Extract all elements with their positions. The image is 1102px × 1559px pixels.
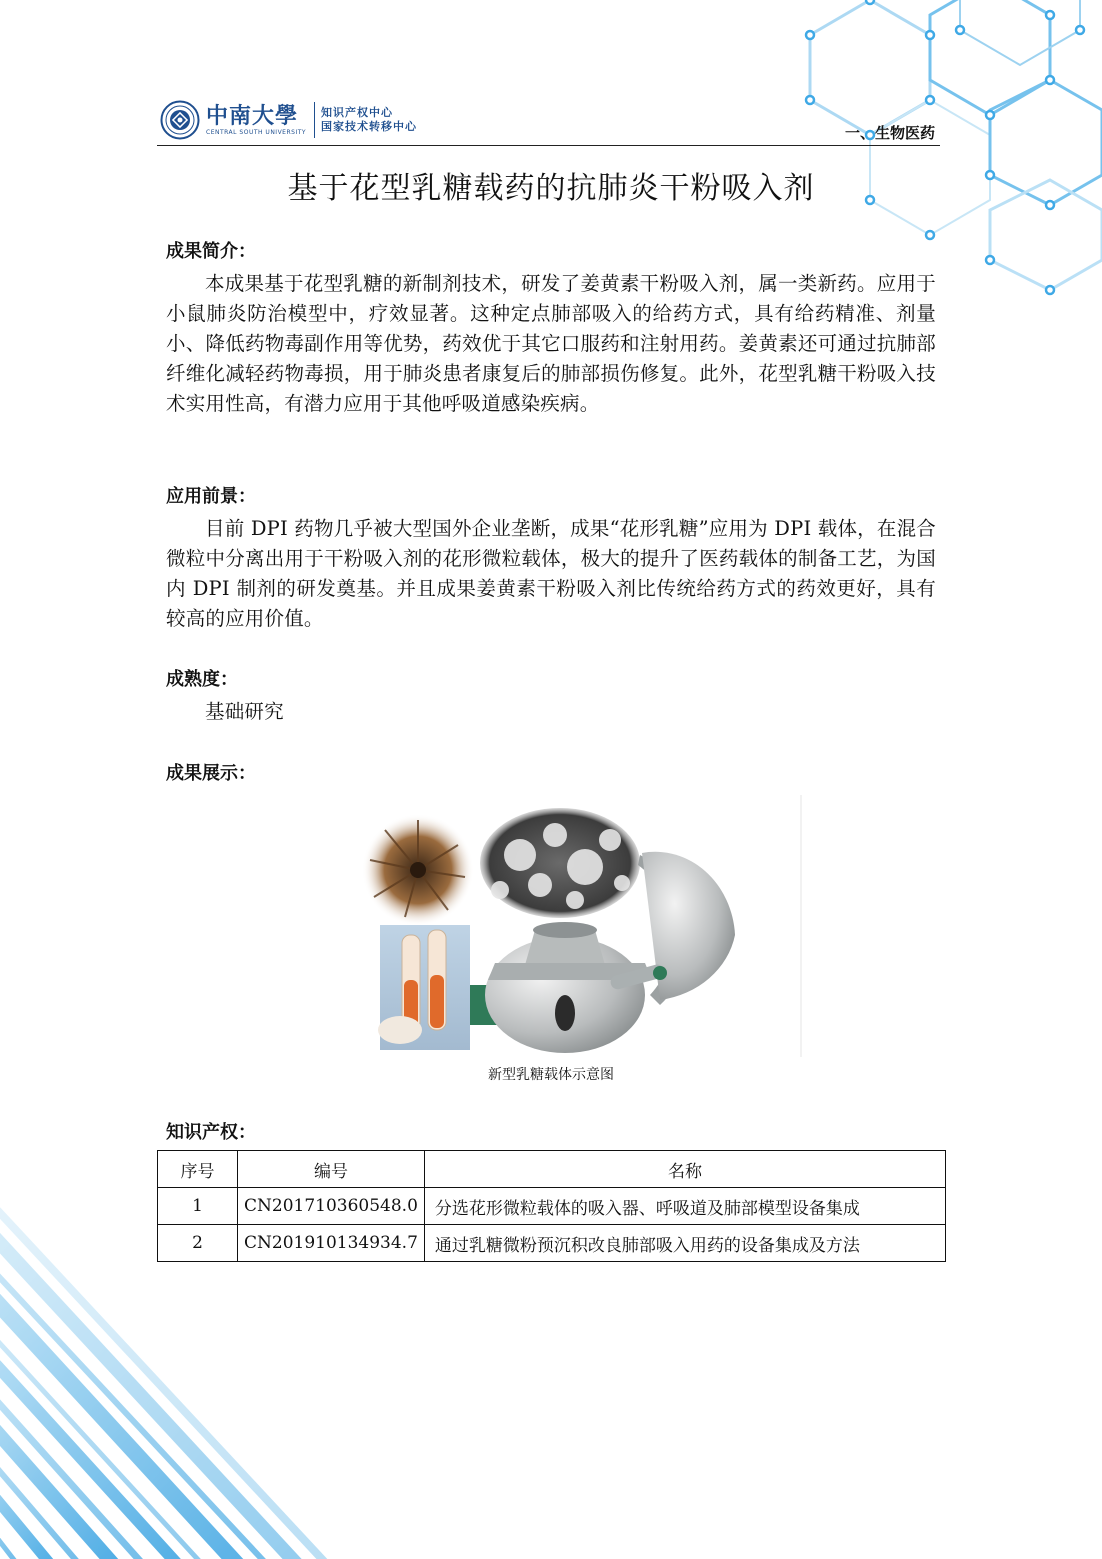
table-cell-index: 1: [158, 1188, 238, 1225]
section-text-maturity: 基础研究: [205, 700, 284, 723]
ip-center-name: 知识产权中心: [321, 106, 394, 119]
section-heading-ip: 知识产权：: [166, 1122, 256, 1143]
university-name-en: CENTRAL SOUTH UNIVERSITY: [206, 128, 307, 136]
test-tubes-photo: [378, 925, 470, 1050]
table-cell-patent-name: 分选花形微粒载体的吸入器、呼吸道及肺部模型设备集成: [424, 1188, 945, 1225]
hexagon-node-dots: [806, 0, 1084, 294]
center-names: [321, 106, 417, 134]
column-header-number: 编号: [238, 1151, 425, 1188]
university-name-cn: 中南大學: [206, 102, 299, 129]
section-heading-intro: 成果简介：: [166, 241, 256, 262]
table-row: [158, 1188, 946, 1225]
lactose-carrier-figure: [360, 795, 802, 1057]
tech-transfer-center-name: 国家技术转移中心: [321, 120, 418, 133]
logo-divider: [314, 102, 315, 138]
page-title: 基于花型乳糖载药的抗肺炎干粉吸入剂: [287, 171, 815, 206]
category-label: 一、生物医药: [844, 124, 935, 142]
section-text-intro: 本成果基于花型乳糖的新制剂技术，研发了姜黄素干粉吸入剂，属一类新药。应用于小鼠肺炎防治模型中，疗效显著。这种定点肺部吸入的给药方式，具有给药精准、剂量小、降低药物毒副作用等优势，药效优于其它口服药和注射用药。姜黄素还可通过抗肺部纤维化减轻药物毒损，用于肺炎患者康复后的肺部损伤修复。此外，花型乳糖干粉吸入技术实用性高，有潜力应用于其他呼吸道感染疾病。: [166, 272, 936, 415]
section-heading-maturity: 成熟度：: [166, 669, 238, 690]
figure-caption: 新型乳糖载体示意图: [488, 1067, 614, 1083]
table-row: [158, 1225, 946, 1262]
university-name: [206, 102, 307, 136]
table-cell-patent-name: 通过乳糖微粉预沉积改良肺部吸入用药的设备集成及方法: [424, 1225, 945, 1262]
table-cell-index: 2: [158, 1225, 238, 1262]
table-cell-patent-number: CN201710360548.0: [238, 1188, 425, 1225]
university-seal-icon: [160, 100, 200, 140]
section-text-prospect: 目前 DPI 药物几乎被大型国外企业垄断，成果“花形乳糖”应用为 DPI 载体，在混合微粒中分离出用于干粉吸入剂的花形微粒载体，极大的提升了医药载体的制备工艺，为国内 DPI 制剂的研发奠基。并且成果姜黄素干粉吸入剂比传统给药方式的药效更好，具有较高的应用价值。: [166, 517, 936, 630]
section-heading-showcase: 成果展示：: [166, 763, 256, 784]
header-logo: [160, 100, 417, 140]
sem-micrograph-image: [480, 808, 640, 918]
column-header-index: 序号: [158, 1151, 238, 1188]
section-heading-prospect: 应用前景：: [166, 486, 256, 507]
header-divider: [157, 145, 940, 146]
table-header-row: [158, 1151, 946, 1188]
table-cell-patent-number: CN201910134934.7: [238, 1225, 425, 1262]
column-header-name: 名称: [424, 1151, 945, 1188]
ip-table: [157, 1150, 946, 1262]
flower-lactose-particle-image: [362, 814, 474, 926]
